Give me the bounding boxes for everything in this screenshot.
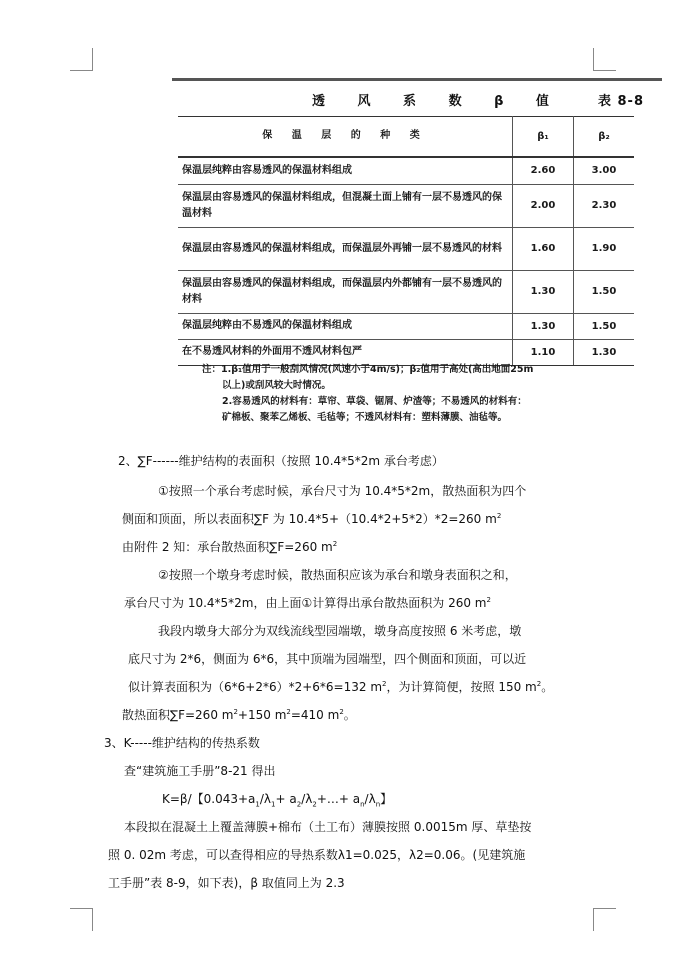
row-type: 保温层纯粹由不易透风的保温材料组成 (178, 313, 513, 339)
table-title: 透 风 系 数 β 值 (312, 94, 563, 109)
paragraph-line: 查“建筑施工手册”8-21 得出 (124, 764, 276, 778)
row-beta2: 2.30 (574, 184, 635, 227)
note-line: 2.容易透风的材料有：草帘、草袋、锯屑、炉渣等；不易透风的材料有： (222, 396, 527, 407)
row-type: 保温层由容易透风的保温材料组成，而保温层外再铺一层不易透风的材料 (178, 227, 513, 270)
table-header-row (178, 117, 634, 157)
paragraph-line: 似计算表面积为（6*6+2*6）*2+6*6=132 $m^2$，为计算简便，按照 150 $m^2$。 (128, 680, 554, 694)
row-beta2: 1.30 (574, 339, 635, 365)
note-line: 以上)或刮风较大时情况。 (222, 380, 331, 391)
table-notes (202, 362, 642, 426)
paragraph-line: 我段内墩身大部分为双线流线型园端墩，墩身高度按照 6 米考虑，墩 (158, 624, 522, 638)
paragraph-line: 照 0. 02m 考虑，可以查得相应的导热系数λ1=0.025，λ2=0.06。(见建筑施 (108, 848, 526, 862)
row-type: 在不易透风材料的外面用不透风材料包严 (178, 339, 513, 365)
row-type: 保温层由容易透风的保温材料组成，但混凝土面上铺有一层不易透风的保温材料 (178, 184, 513, 227)
scanned-table-image (172, 78, 662, 423)
row-beta1: 1.30 (513, 270, 574, 313)
row-beta1: 2.60 (513, 157, 574, 185)
paragraph-line: 散热面积∑F=260 $m^2+150$ $m^2=410$ $m^2$。 (122, 708, 356, 722)
header-beta2: β₂ (574, 117, 635, 157)
page-corner-mark-bottom-left (70, 908, 93, 931)
table-row (178, 313, 634, 339)
coefficient-table (178, 116, 634, 366)
row-beta1: 2.00 (513, 184, 574, 227)
paragraph-line: 本段拟在混凝土上覆盖薄膜+棉布（土工布）薄膜按照 0.0015m 厚、草垫按 (124, 820, 532, 834)
scan-top-rule (172, 78, 662, 81)
note-line: 矿棉板、聚苯乙烯板、毛毡等；不透风材料有：塑料薄膜、油毡等。 (222, 412, 508, 423)
section-heading-surface-area: 2、∑F------维护结构的表面积（按照 10.4*5*2m 承台考虑） (118, 454, 444, 468)
paragraph-line: 由附件 2 知：承台散热面积∑F=260 $m^2$ (122, 540, 338, 554)
paragraph-line: 承台尺寸为 10.4*5*2m，由上面①计算得出承台散热面积为 260 $m^2$ (124, 596, 491, 610)
header-type: 保 温 层 的 种 类 (178, 117, 513, 157)
row-type: 保温层由容易透风的保温材料组成，而保温层内外都铺有一层不易透风的材料 (178, 270, 513, 313)
row-beta2: 1.50 (574, 313, 635, 339)
table-number: 表 8-8 (597, 94, 644, 109)
row-beta1: 1.30 (513, 313, 574, 339)
row-type: 保温层纯粹由容易透风的保温材料组成 (178, 157, 513, 185)
header-beta1: β₁ (513, 117, 574, 157)
row-beta1: 1.10 (513, 339, 574, 365)
paragraph-line: 工手册”表 8-9，如下表)，β 取值同上为 2.3 (108, 876, 345, 890)
paragraph-line: 底尺寸为 2*6，侧面为 6*6，其中顶端为园端型，四个侧面和顶面，可以近 (128, 652, 527, 666)
row-beta1: 1.60 (513, 227, 574, 270)
heat-transfer-formula: K=β/【$0.043+a_1/\lambda_1+$ $a_2/\lambda_2+\dots+ a_n/\lambda_n$】 (162, 792, 393, 809)
row-beta2: 1.50 (574, 270, 635, 313)
table-row (178, 227, 634, 270)
row-beta2: 1.90 (574, 227, 635, 270)
paragraph-line: ①按照一个承台考虑时候，承台尺寸为 10.4*5*2m，散热面积为四个 (158, 484, 527, 498)
page-corner-mark-bottom-right (593, 908, 616, 931)
paragraph-line: 侧面和顶面，所以表面积∑F 为 10.4*5+（10.4*2+5*2）*2=260 $m^2$ (122, 512, 502, 526)
section-heading-heat-transfer: 3、K-----维护结构的传热系数 (104, 736, 260, 750)
table-row (178, 184, 634, 227)
table-row (178, 270, 634, 313)
paragraph-line: ②按照一个墩身考虑时候，散热面积应该为承台和墩身表面积之和， (158, 568, 517, 582)
row-beta2: 3.00 (574, 157, 635, 185)
page-corner-mark-top-left (70, 48, 93, 71)
note-line: 注：1.β₁值用于一般刮风情况(风速小于4m/s)；β₂值用于高处(高出地面25m (202, 364, 534, 375)
page-corner-mark-top-right (593, 48, 616, 71)
table-row (178, 157, 634, 185)
